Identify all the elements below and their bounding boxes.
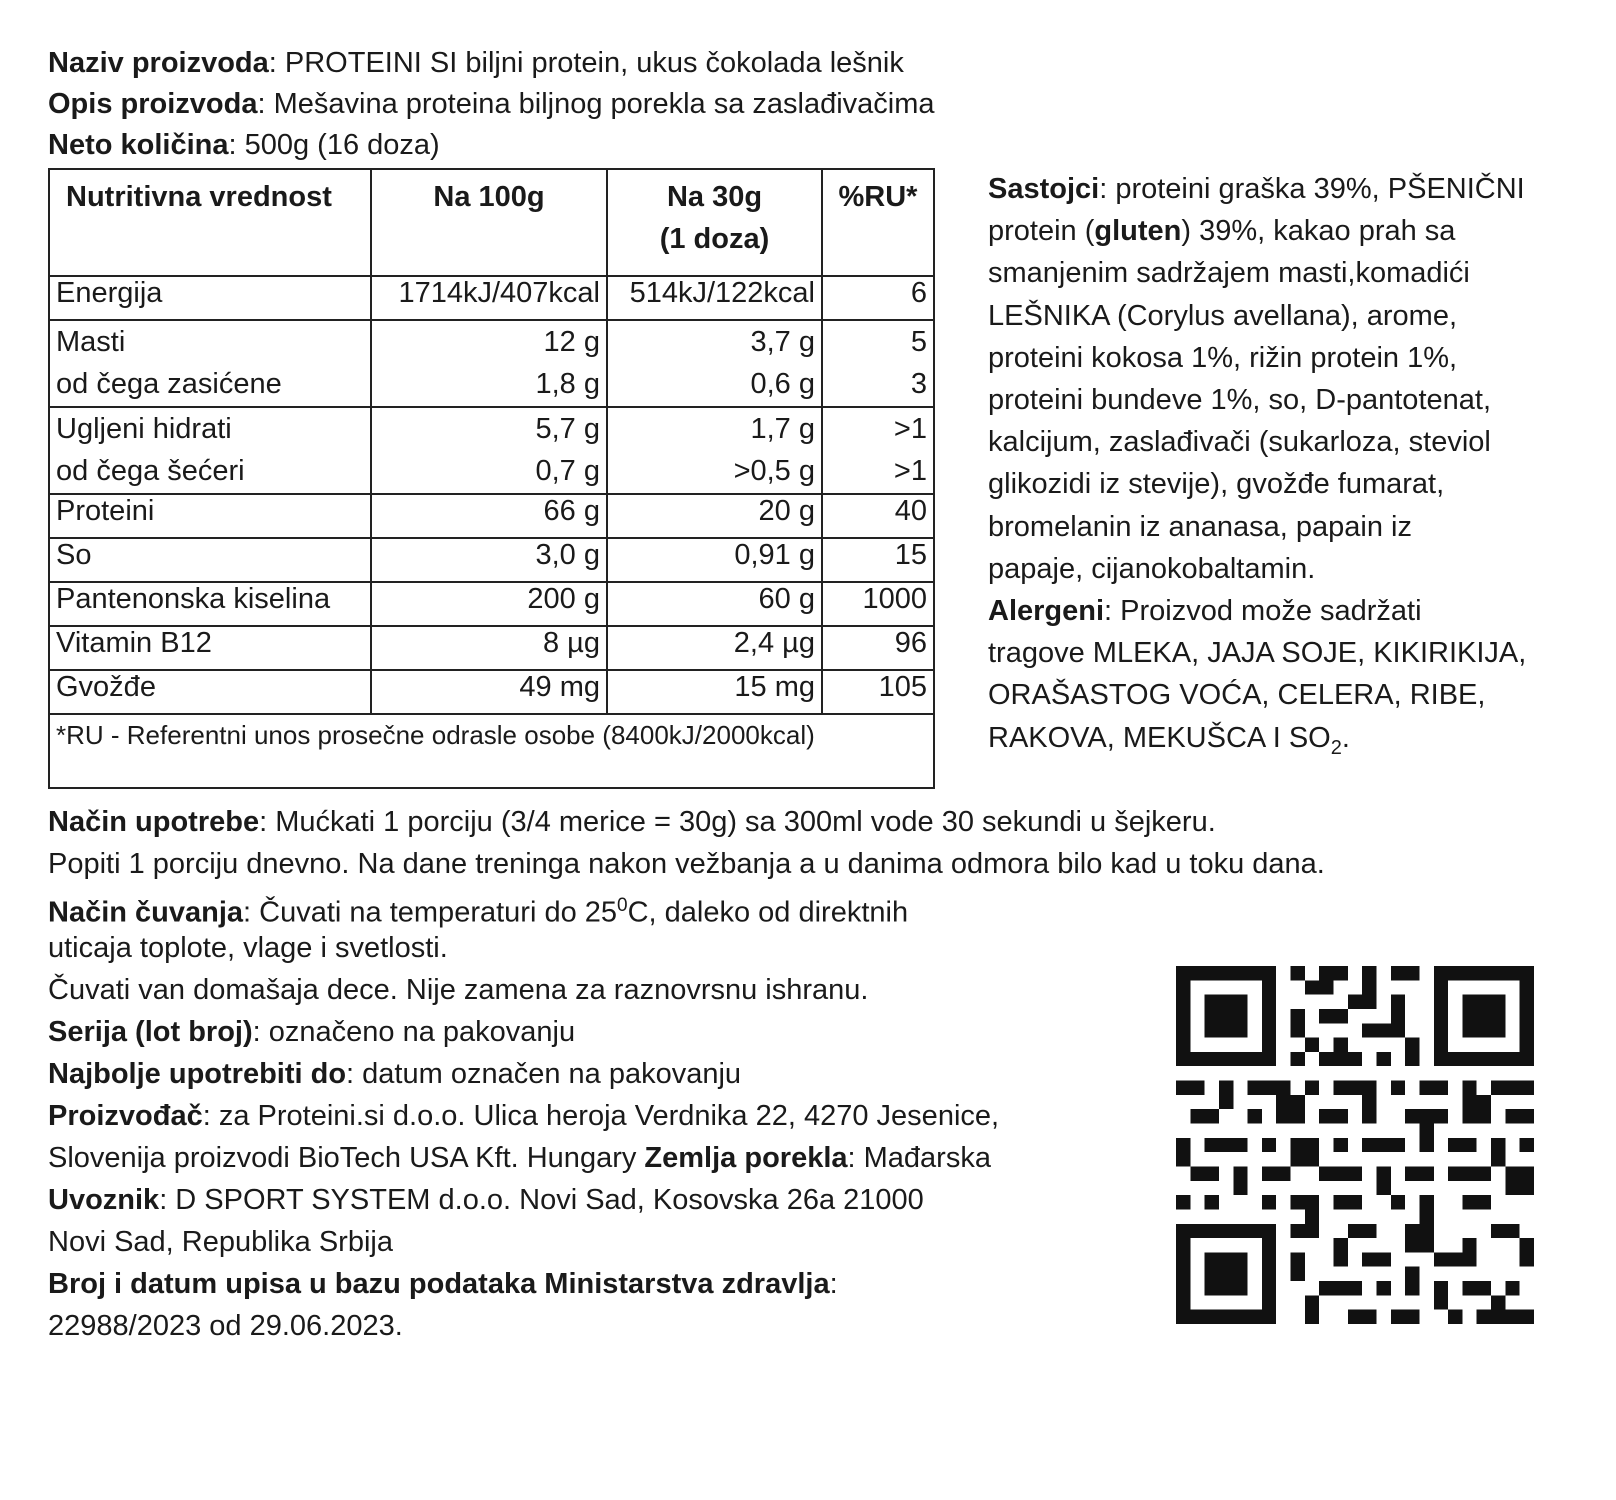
origin-value: : Mađarska (847, 1142, 991, 1174)
product-name-line (48, 42, 904, 84)
table-row (49, 407, 934, 494)
allergens-text: RAKOVA, MEKUŠCA I SO (988, 721, 1331, 754)
value-ru-l1: >1 (893, 413, 927, 445)
ingredients-line (988, 210, 1588, 252)
lot-value: : označeno na pakovanju (252, 1016, 576, 1048)
nutrient-name: Energija (49, 276, 371, 320)
allergens-text: . (1341, 721, 1350, 754)
lot-label: Serija (lot broj) (48, 1016, 253, 1048)
usage-line (48, 801, 1216, 843)
best-before-label: Najbolje upotrebiti do (48, 1058, 347, 1090)
value-100g-l2: 1,8 g (535, 368, 600, 400)
value-ru-l1: 5 (910, 326, 927, 358)
value-30g-l1: 1,7 g (750, 413, 815, 445)
storage-line-2: uticaja toplote, vlage i svetlosti. (48, 932, 448, 964)
ingredients-label: Sastojci (988, 173, 1100, 205)
allergens-line (988, 590, 1588, 632)
importer-text: : D SPORT SYSTEM d.o.o. Novi Sad, Kosovska 26a 21000 (159, 1184, 924, 1216)
usage-text: : Mućkati 1 porciju (3/4 merice = 30g) sa 300ml vode 30 sekundi u šejkeru. (259, 806, 1216, 838)
manufacturer-line-2 (48, 1137, 991, 1179)
nutrient-name: Pantenonska kiselina (49, 582, 371, 626)
product-desc-line (48, 83, 935, 125)
storage-text: C, daleko od direktnih (627, 896, 909, 929)
allergens-text: : Proizvod može sadržati (1104, 595, 1422, 628)
ingredients-line: kalcijum, zaslađivači (sukarloza, steviol (988, 426, 1491, 459)
nutrient-name: Gvožđe (49, 670, 371, 714)
importer-line (48, 1179, 924, 1221)
nutrient-name: Proteini (49, 494, 371, 538)
value-100g (371, 320, 607, 407)
ingredients-text: ) 39%, kakao prah sa (1181, 215, 1456, 248)
value-100g: 3,0 g (371, 538, 607, 582)
best-before-line (48, 1053, 741, 1095)
value-100g-l1: 12 g (543, 326, 600, 358)
ingredients-block (988, 168, 1588, 769)
superscript: 0 (617, 895, 628, 916)
net-quantity-line (48, 124, 440, 166)
value-ru-l2: 3 (910, 368, 927, 400)
usage-line-2: Popiti 1 porciju dnevno. Na dane treninga nakon vežbanja a u danima odmora bilo kad u toku dana. (48, 848, 1325, 880)
manufacturer-label: Proizvođač (48, 1100, 203, 1132)
value-30g: 514kJ/122kcal (607, 276, 822, 320)
value-30g: 0,91 g (607, 538, 822, 582)
storage-label: Način čuvanja (48, 896, 244, 929)
gluten-allergen: gluten (1094, 215, 1182, 248)
importer-label: Uvoznik (48, 1184, 160, 1216)
table-row (49, 494, 934, 538)
value-30g: 2,4 µg (607, 626, 822, 670)
ingredients-line: LEŠNIKA (Corylus avellana), arome, (988, 299, 1458, 332)
table-footnote: *RU - Referentni unos prosečne odrasle osobe (8400kJ/2000kcal) (49, 714, 934, 788)
nutrition-table (48, 168, 935, 789)
nutrient-name-l2: od čega zasićene (56, 368, 282, 400)
subscript: 2 (1330, 736, 1342, 759)
manufacturer-line (48, 1095, 999, 1137)
value-100g: 8 µg (371, 626, 607, 670)
value-ru (822, 407, 934, 494)
allergens-label: Alergeni (988, 595, 1105, 628)
table-footnote-row (49, 714, 934, 788)
origin-label: Zemlja porekla (644, 1142, 848, 1174)
net-quantity-value: : 500g (16 doza) (228, 129, 440, 161)
value-100g: 49 mg (371, 670, 607, 714)
header-per-30g-l2: (1 doza) (659, 223, 770, 255)
registration-colon: : (829, 1268, 838, 1300)
usage-label: Način upotrebe (48, 806, 260, 838)
value-30g: 15 mg (607, 670, 822, 714)
value-30g (607, 407, 822, 494)
allergens-line: ORAŠASTOG VOĆA, CELERA, RIBE, (988, 679, 1486, 712)
value-30g: 60 g (607, 582, 822, 626)
ingredients-text: protein ( (988, 215, 1095, 248)
product-name-label: Naziv proizvoda (48, 47, 269, 79)
header-nutrition: Nutritivna vrednost (49, 169, 371, 276)
value-ru: 40 (822, 494, 934, 538)
header-ru: %RU* (822, 169, 934, 276)
registration-label: Broj i datum upisa u bazu podataka Ministarstva zdravlja (48, 1268, 830, 1300)
table-row (49, 670, 934, 714)
product-name-value: : PROTEINI SI biljni protein, ukus čokolada lešnik (268, 47, 904, 79)
value-30g (607, 320, 822, 407)
ingredients-line: smanjenim sadržajem masti,komadići (988, 257, 1470, 290)
ingredients-line (988, 168, 1588, 210)
value-30g-l2: >0,5 g (733, 455, 815, 487)
product-desc-value: : Mešavina proteina biljnog porekla sa zaslađivačima (257, 88, 935, 120)
storage-text: : Čuvati na temperaturi do 25 (243, 896, 618, 929)
value-100g-l2: 0,7 g (535, 455, 600, 487)
ingredients-line: papaje, cijanokobaltamin. (988, 552, 1316, 585)
product-desc-label: Opis proizvoda (48, 88, 258, 120)
nutrient-name (49, 320, 371, 407)
value-ru-l2: >1 (893, 455, 927, 487)
allergens-line: tragove MLEKA, JAJA SOJE, KIKIRIKIJA, (988, 637, 1527, 670)
ingredients-line: glikozidi iz stevije), gvožđe fumarat, (988, 468, 1445, 501)
value-ru (822, 320, 934, 407)
header-per-30g (607, 169, 822, 276)
nutrient-name (49, 407, 371, 494)
lot-line (48, 1011, 575, 1053)
registration-line (48, 1263, 838, 1305)
ingredients-text: : proteini graška 39%, PŠENIČNI (1099, 173, 1525, 205)
importer-line-2: Novi Sad, Republika Srbija (48, 1226, 393, 1258)
value-100g: 66 g (371, 494, 607, 538)
value-ru: 105 (822, 670, 934, 714)
value-100g: 200 g (371, 582, 607, 626)
registration-value: 22988/2023 od 29.06.2023. (48, 1310, 403, 1342)
value-100g-l1: 5,7 g (535, 413, 600, 445)
nutrient-name-l2: od čega šećeri (56, 455, 245, 487)
nutrient-name-l1: Ugljeni hidrati (56, 413, 232, 445)
value-ru: 96 (822, 626, 934, 670)
header-per-100g: Na 100g (371, 169, 607, 276)
ingredients-line: bromelanin iz ananasa, papain iz (988, 510, 1412, 543)
table-row (49, 538, 934, 582)
value-100g: 1714kJ/407kcal (371, 276, 607, 320)
manufacturer-text: : za Proteini.si d.o.o. Ulica heroja Verdnika 22, 4270 Jesenice, (202, 1100, 1000, 1132)
ingredients-line: proteini kokosa 1%, rižin protein 1%, (988, 341, 1458, 374)
ingredients-line: proteini bundeve 1%, so, D-pantotenat, (988, 384, 1491, 417)
header-per-30g-l1: Na 30g (666, 181, 763, 213)
value-30g-l1: 3,7 g (750, 326, 815, 358)
value-30g-l2: 0,6 g (750, 368, 815, 400)
nutrient-name: Vitamin B12 (49, 626, 371, 670)
storage-line-3: Čuvati van domašaja dece. Nije zamena za raznovrsnu ishranu. (48, 974, 869, 1006)
table-row (49, 626, 934, 670)
table-row (49, 582, 934, 626)
value-ru: 15 (822, 538, 934, 582)
qr-code-icon[interactable] (1176, 966, 1534, 1324)
allergens-line (988, 717, 1588, 769)
value-30g: 20 g (607, 494, 822, 538)
value-100g (371, 407, 607, 494)
table-row (49, 276, 934, 320)
nutrient-name: So (49, 538, 371, 582)
table-header-row (49, 169, 934, 276)
nutrient-name-l1: Masti (56, 326, 126, 358)
best-before-value: : datum označen na pakovanju (346, 1058, 742, 1090)
manufacturer-text: Slovenija proizvodi BioTech USA Kft. Hungary (48, 1142, 645, 1174)
net-quantity-label: Neto količina (48, 129, 229, 161)
value-ru: 1000 (822, 582, 934, 626)
table-row (49, 320, 934, 407)
value-ru: 6 (822, 276, 934, 320)
